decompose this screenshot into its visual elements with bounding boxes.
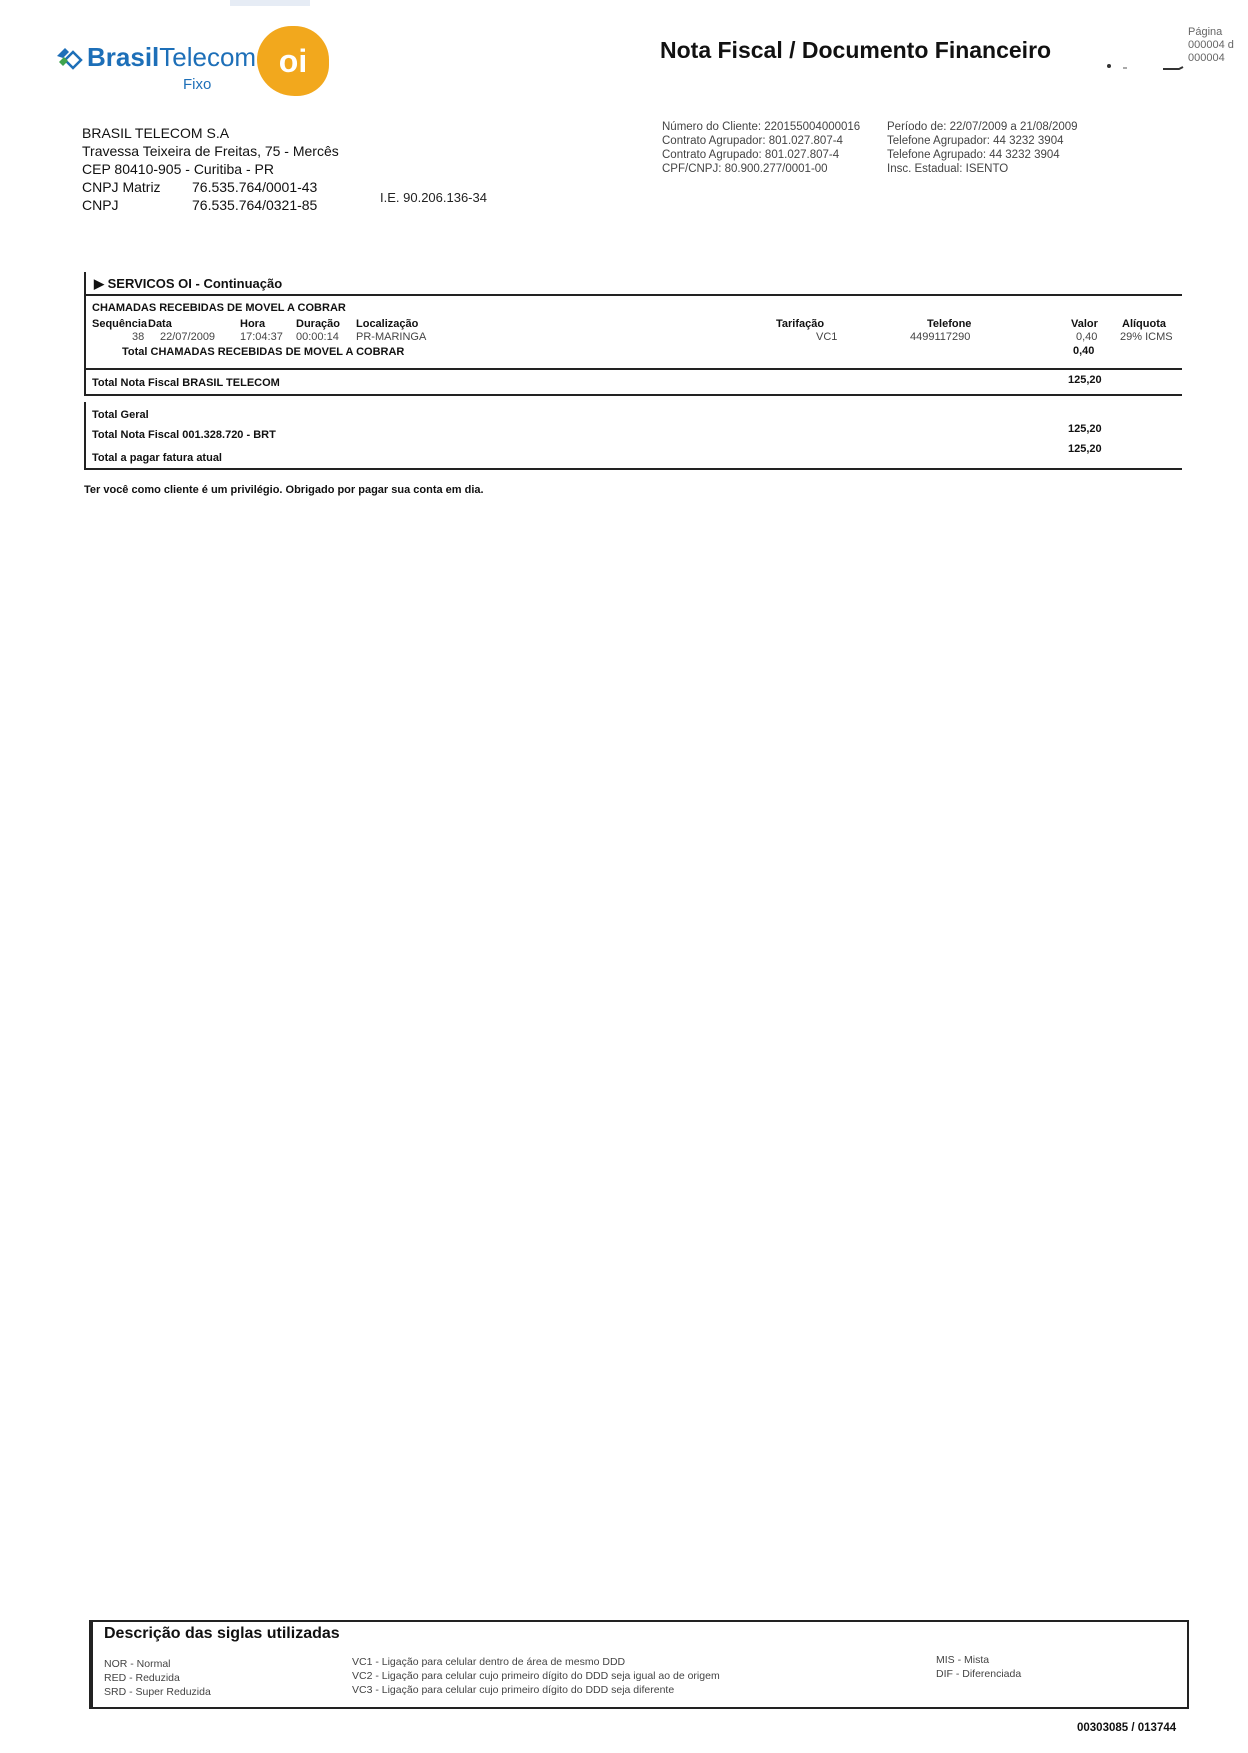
contrato-agrupado: Contrato Agrupado: 801.027.807-4 (662, 149, 840, 161)
brand-regular: Telecom (159, 42, 257, 72)
row-aliquota: 29% ICMS (1120, 331, 1173, 343)
telefone-agrupador: Telefone Agrupador: 44 3232 3904 (887, 135, 1064, 147)
legend-title: Descrição das siglas utilizadas (104, 1625, 340, 1642)
rule-nota-top (84, 368, 1182, 370)
header-telefone: Telefone (927, 318, 972, 330)
cpf-cnpj: CPF/CNPJ: 80.900.277/0001-00 (662, 163, 828, 175)
total-pagar-label: Total a pagar fatura atual (92, 452, 222, 464)
brand-bold: Brasil (87, 42, 160, 72)
row-data: 22/07/2009 (160, 331, 216, 343)
total-pagar-value: 125,20 (1068, 443, 1102, 455)
insc-estadual: Insc. Estadual: ISENTO (887, 163, 1009, 175)
rule-nota-bottom (84, 394, 1182, 396)
header-localizacao: Localização (356, 318, 419, 330)
client-info (662, 120, 860, 176)
cnpj-value: 76.535.764/0321-85 (192, 197, 318, 213)
company-cep: CEP 80410-905 - Curitiba - PR (82, 161, 274, 177)
scan-mark (1105, 62, 1185, 72)
row-hora: 17:04:37 (240, 331, 283, 343)
header-duracao: Duração (296, 318, 341, 330)
table-left-rule (84, 296, 86, 394)
period-info (887, 120, 1078, 176)
legend-item: VC1 - Ligação para celular dentro de área de mesmo DDD (352, 1656, 626, 1668)
total-nota-fiscal-value: 125,20 (1068, 423, 1102, 435)
row-valor: 0,40 (1076, 331, 1098, 343)
scan-artifact (230, 0, 310, 6)
header-sequencia: Sequência (92, 318, 148, 330)
header-data: Data (148, 318, 172, 330)
cnpj-label: CNPJ (82, 197, 119, 213)
group-total-label: Total CHAMADAS RECEBIDAS DE MOVEL A COBRAR (122, 346, 405, 358)
header-valor: Valor (1071, 318, 1098, 330)
page-total: 000004 (1188, 52, 1225, 64)
legend-col-misc (936, 1653, 1021, 1681)
row-sequencia: 38 (132, 331, 145, 343)
header-aliquota: Alíquota (1122, 318, 1166, 330)
legend-item: SRD - Super Reduzida (104, 1686, 211, 1698)
row-telefone: 4499117290 (910, 331, 971, 343)
legend-item: NOR - Normal (104, 1658, 171, 1670)
legend-item: MIS - Mista (936, 1654, 990, 1666)
contrato-agrupador: Contrato Agrupador: 801.027.807-4 (662, 135, 843, 147)
page-label: Página (1188, 26, 1223, 38)
document-code: 00303085 / 013744 (1077, 1722, 1177, 1734)
total-geral-label: Total Geral (92, 409, 149, 421)
cnpj-matriz-value: 76.535.764/0001-43 (192, 179, 318, 195)
nota-total-value: 125,20 (1068, 374, 1102, 386)
total-nota-fiscal-label: Total Nota Fiscal 001.328.720 - BRT (92, 429, 276, 441)
group-title: CHAMADAS RECEBIDAS DE MOVEL A COBRAR (92, 302, 346, 314)
company-block (82, 124, 339, 214)
document-title: Nota Fiscal / Documento Financeiro (660, 37, 1052, 63)
header-tarifacao: Tarifação (776, 318, 825, 330)
rule-totals-bottom (84, 468, 1182, 470)
section-rule (84, 294, 1182, 296)
page-number (1188, 26, 1234, 65)
legend-col-vc (352, 1655, 720, 1697)
inscricao-estadual: I.E. 90.206.136-34 (380, 190, 487, 205)
thanks-message: Ter você como cliente é um privilégio. Obrigado por pagar sua conta em dia. (84, 484, 484, 496)
legend-item: DIF - Diferenciada (936, 1668, 1022, 1680)
row-duracao: 00:00:14 (296, 331, 339, 343)
nota-total-label: Total Nota Fiscal BRASIL TELECOM (92, 377, 280, 389)
brand-sub: Fixo (183, 76, 212, 93)
row-tarifacao: VC1 (816, 331, 838, 343)
group-total-value: 0,40 (1073, 345, 1095, 357)
header-hora: Hora (240, 318, 266, 330)
row-localizacao: PR-MARINGA (356, 331, 427, 343)
periodo: Período de: 22/07/2009 a 21/08/2009 (887, 121, 1078, 133)
company-name: BRASIL TELECOM S.A (82, 125, 230, 141)
section-title: ▶ SERVICOS OI - Continuação (94, 276, 283, 291)
totals-left-rule (84, 402, 86, 468)
numero-cliente: Número do Cliente: 220155004000016 (662, 121, 861, 133)
page-current: 000004 d (1188, 39, 1234, 51)
company-address: Travessa Teixeira de Freitas, 75 - Mercês (82, 143, 339, 159)
brasil-telecom-mark-icon (55, 44, 83, 70)
legend-item: VC3 - Ligação para celular cujo primeiro dígito do DDD seja diferente (352, 1684, 675, 1696)
telefone-agrupado: Telefone Agrupado: 44 3232 3904 (887, 149, 1060, 161)
section-left-rule (84, 272, 86, 294)
cnpj-matriz-label: CNPJ Matriz (82, 179, 161, 195)
legend-item: VC2 - Ligação para celular cujo primeiro dígito do DDD seja igual ao de origem (352, 1670, 720, 1682)
brasil-telecom-logo (55, 42, 256, 73)
legend-col-tariffs (104, 1657, 211, 1699)
oi-logo: oi (257, 26, 329, 96)
legend-item: RED - Reduzida (104, 1672, 180, 1684)
